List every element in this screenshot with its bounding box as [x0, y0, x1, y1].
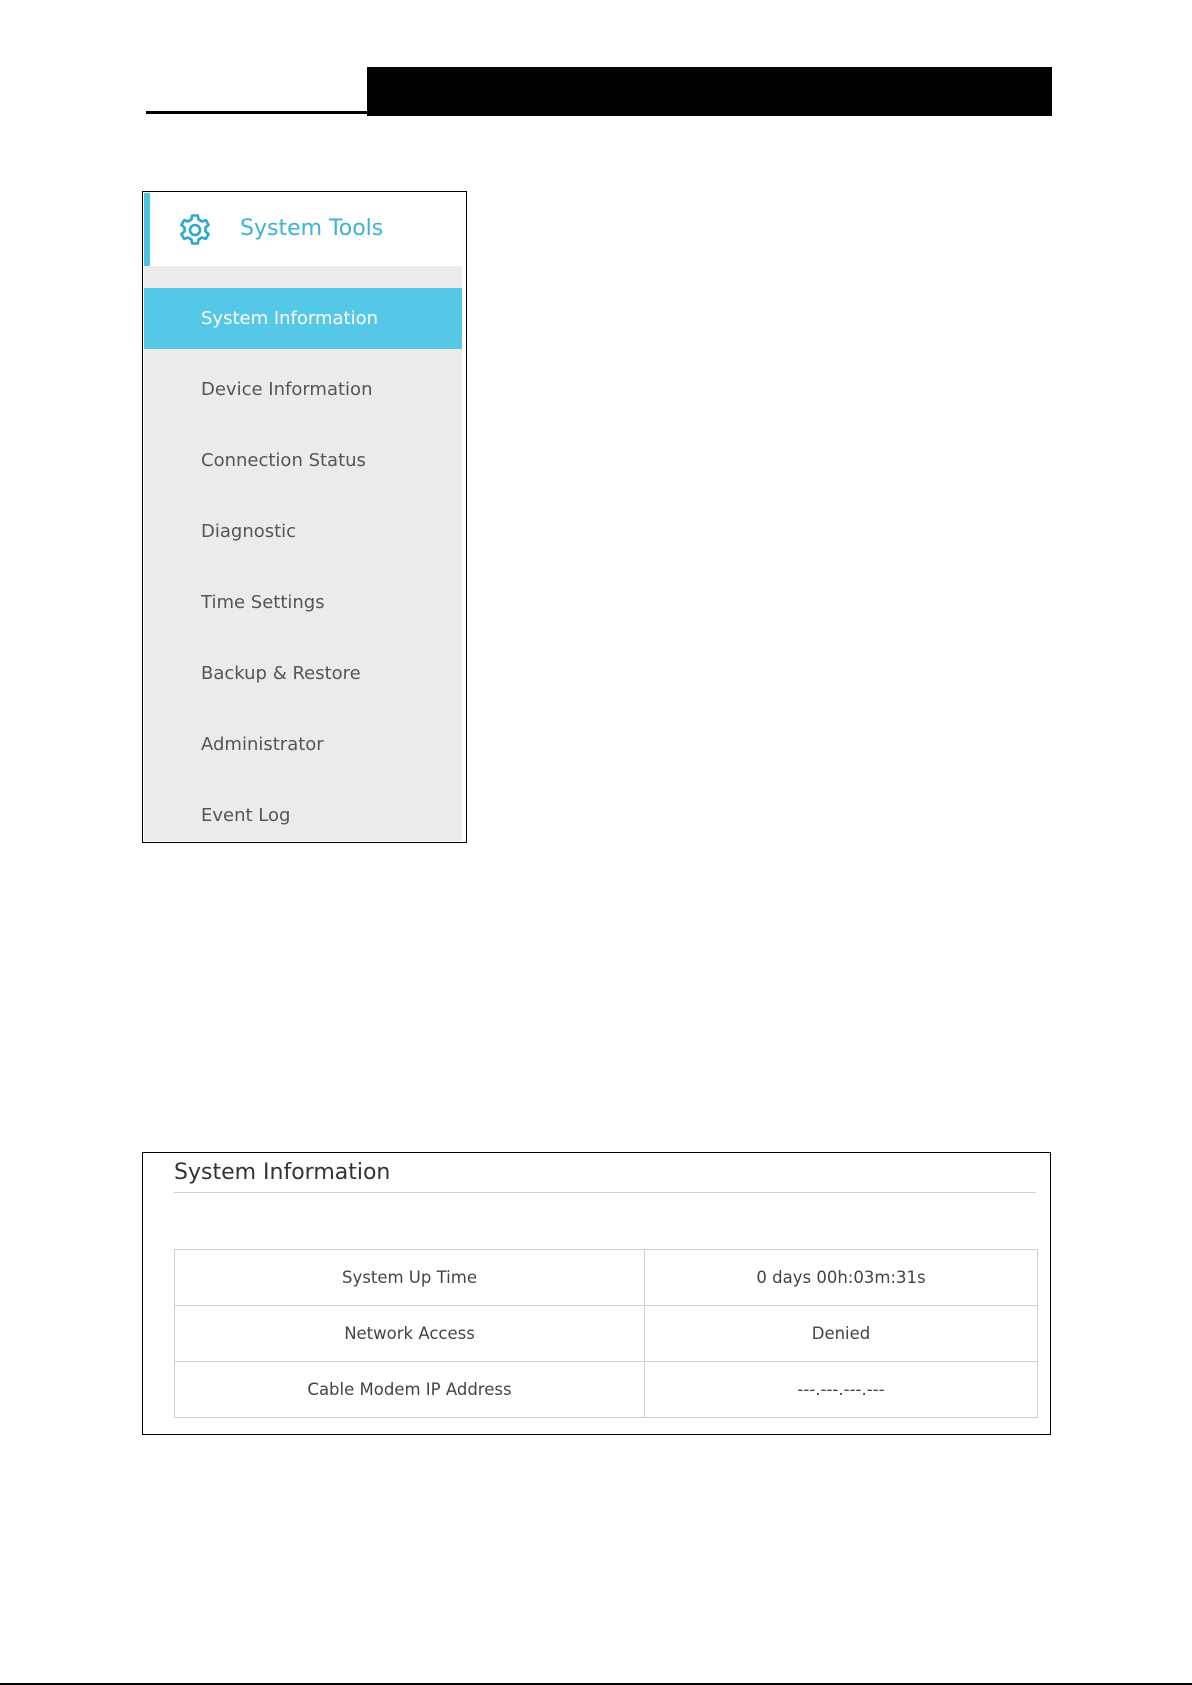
row-label-system-up-time: System Up Time	[175, 1250, 645, 1306]
menu-header-system-tools[interactable]	[144, 193, 462, 266]
system-info-table	[174, 1249, 1038, 1418]
menu-item-time-settings[interactable]: Time Settings	[201, 592, 325, 613]
system-information-panel	[142, 1152, 1051, 1435]
table-row	[175, 1362, 1038, 1418]
menu-item-device-information[interactable]: Device Information	[201, 379, 373, 400]
menu-item-event-log[interactable]: Event Log	[201, 805, 291, 826]
menu-header-title: System Tools	[240, 216, 384, 241]
row-label-network-access: Network Access	[175, 1306, 645, 1362]
page-header-rule	[146, 111, 367, 114]
menu-list	[144, 288, 462, 843]
panel-title: System Information	[174, 1160, 391, 1185]
menu-item-backup-restore[interactable]: Backup & Restore	[201, 663, 361, 684]
row-value-network-access: Denied	[645, 1306, 1038, 1362]
system-tools-menu-screenshot	[142, 191, 467, 843]
menu-item-system-information[interactable]: System Information	[144, 288, 462, 349]
row-value-cable-modem-ip: ---.---.---.---	[645, 1362, 1038, 1418]
side-menu	[144, 193, 462, 841]
menu-item-connection-status[interactable]: Connection Status	[201, 450, 366, 471]
table-row	[175, 1250, 1038, 1306]
page-header-bar	[367, 67, 1052, 116]
row-label-cable-modem-ip: Cable Modem IP Address	[175, 1362, 645, 1418]
menu-item-diagnostic[interactable]: Diagnostic	[201, 521, 297, 542]
title-divider	[174, 1192, 1036, 1193]
gear-icon	[177, 212, 213, 248]
row-value-system-up-time: 0 days 00h:03m:31s	[645, 1250, 1038, 1306]
table-row	[175, 1306, 1038, 1362]
menu-item-administrator[interactable]: Administrator	[201, 734, 324, 755]
